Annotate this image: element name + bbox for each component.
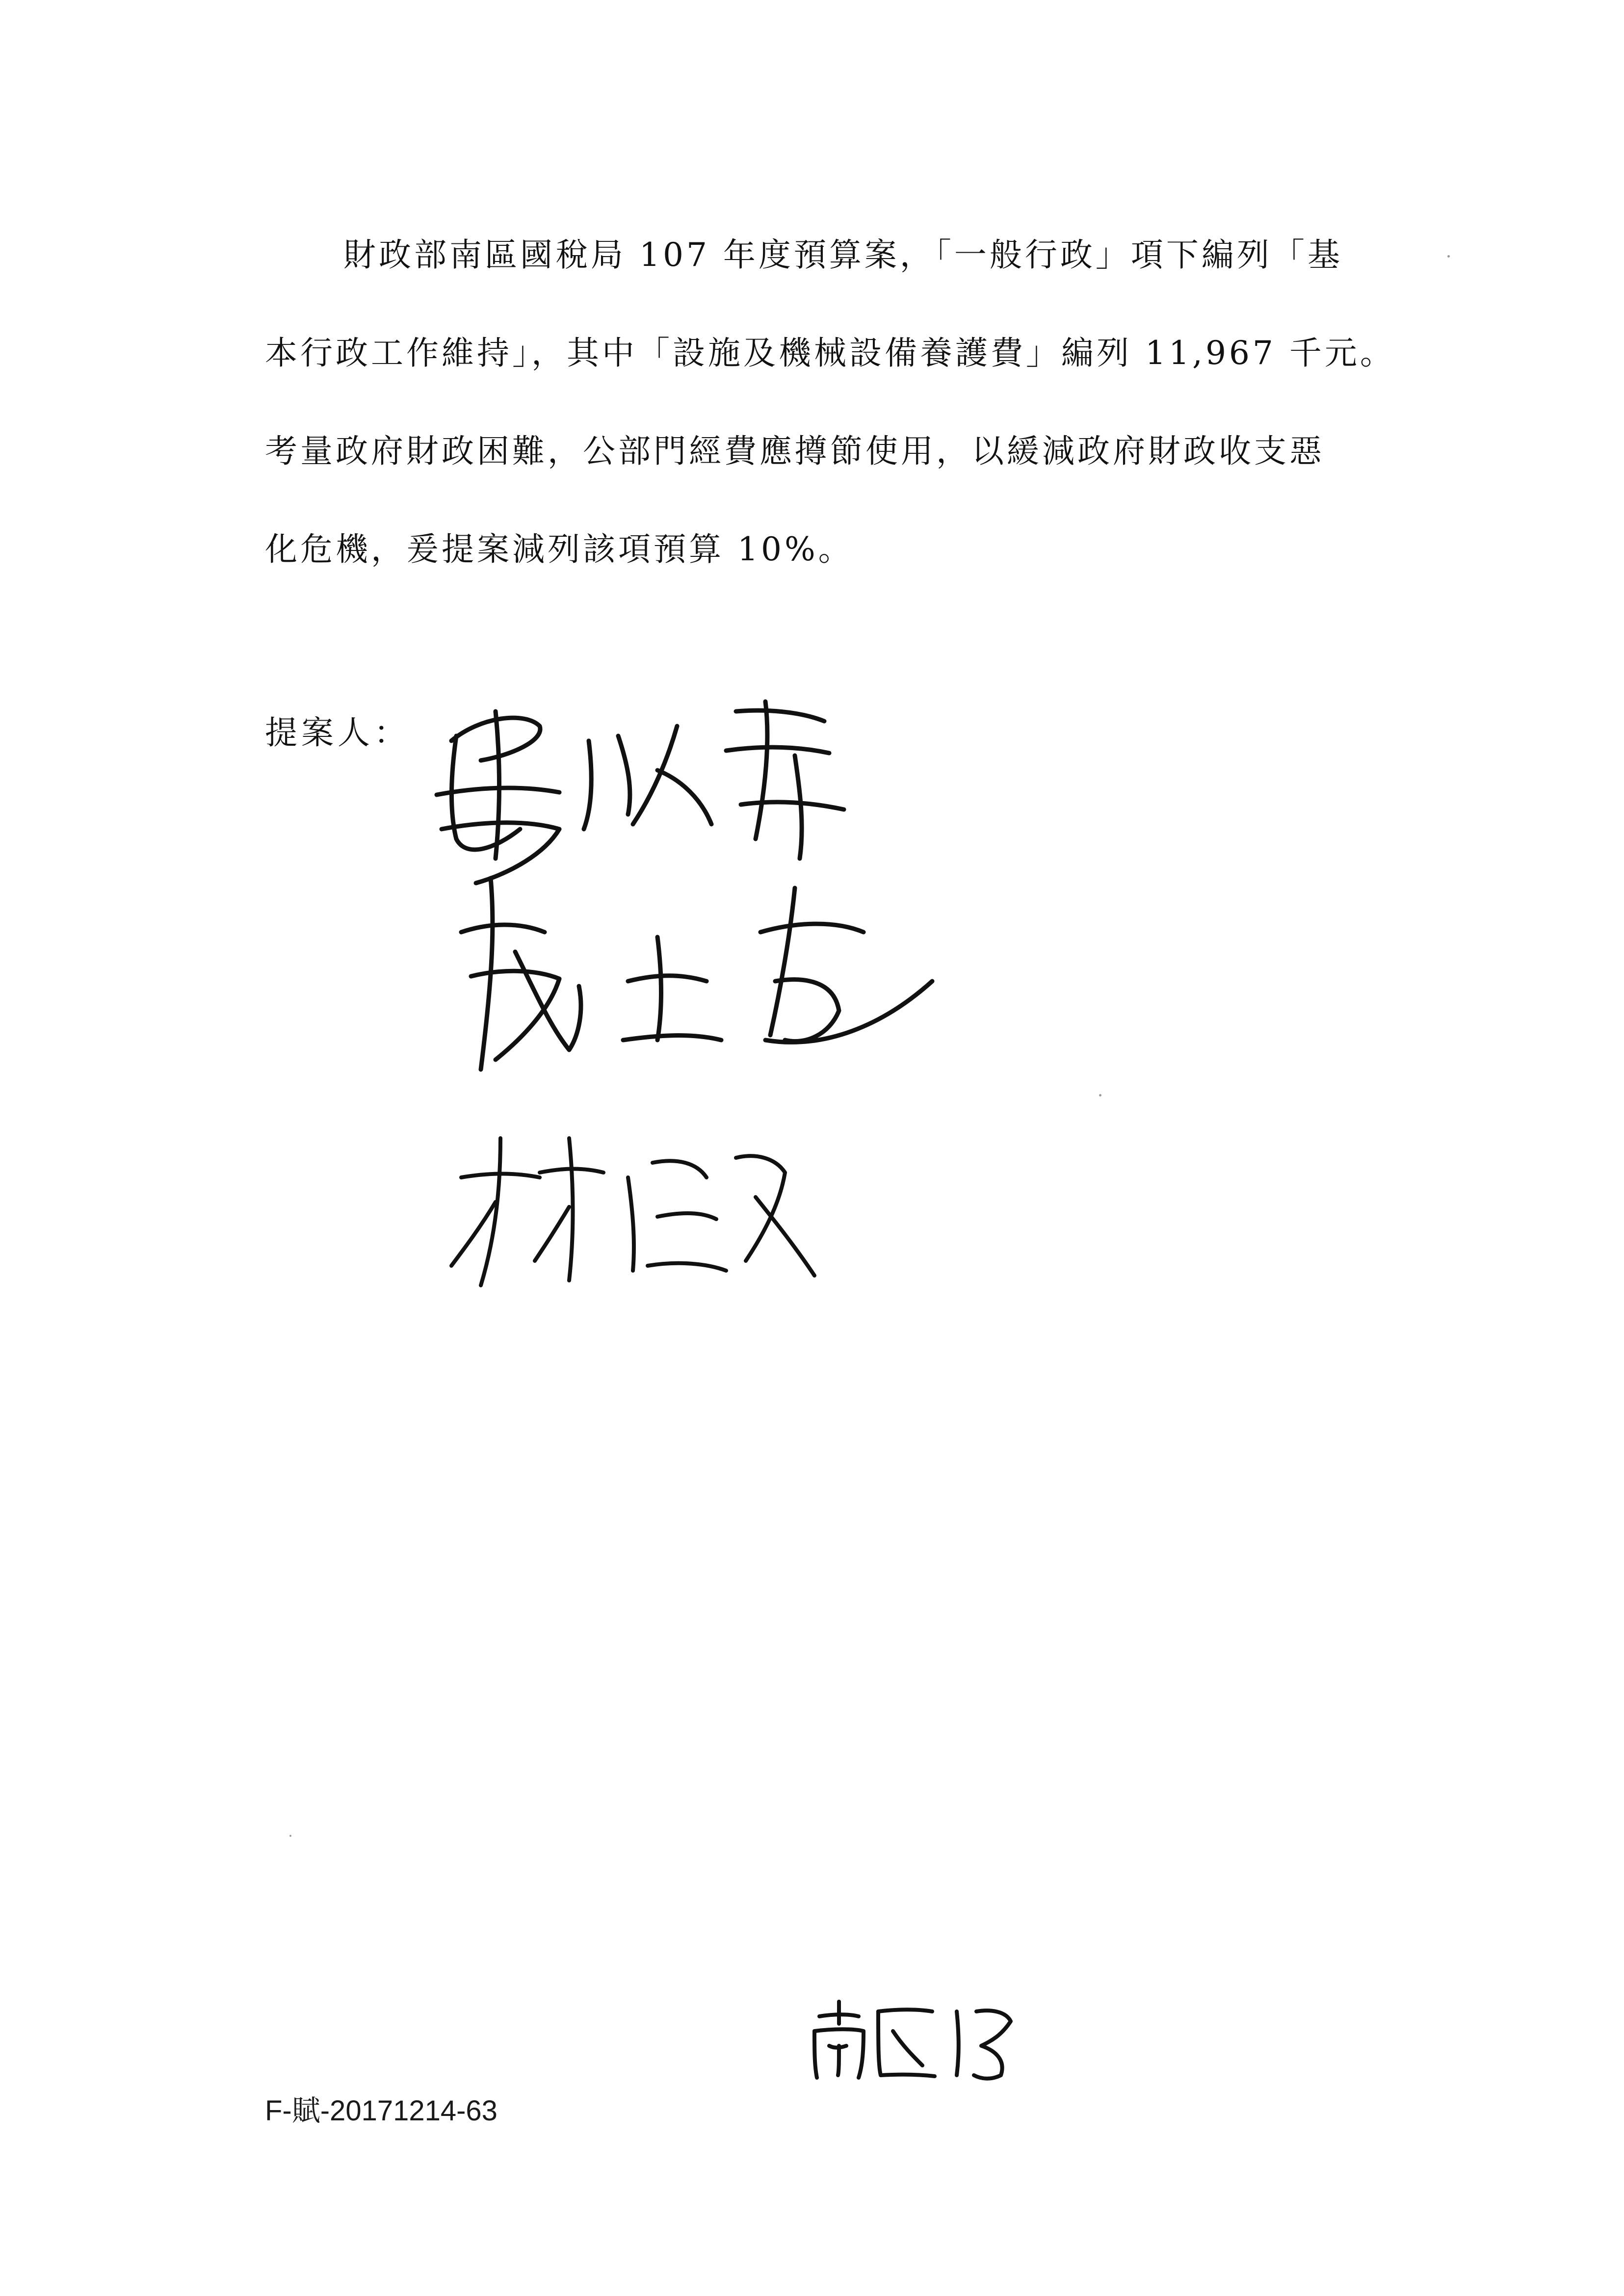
proposer-label: 提案人： [265,714,410,752]
signature-1 [422,682,864,893]
scan-speck [289,1835,291,1837]
scan-speck [1447,255,1450,258]
signature-2 [451,863,942,1094]
proposal-paragraph [265,206,1403,599]
paragraph-line: 本行政工作維持」，其中「設施及機械設備養護費」編列 11,967 千元。 [265,334,1395,372]
scan-speck [1099,1094,1101,1096]
document-code: F-賦-20171214-63 [265,2095,498,2127]
handwritten-note [805,1992,1025,2085]
signature-3 [442,1119,834,1295]
paragraph-line: 化危機，爰提案減列該項預算 10%。 [265,530,854,568]
paragraph-line: 財政部南區國稅局 107 年度預算案，「一般行政」項下編列「基 [343,236,1343,274]
paragraph-line: 考量政府財政困難，公部門經費應撙節使用，以緩減政府財政收支惡 [265,432,1325,470]
